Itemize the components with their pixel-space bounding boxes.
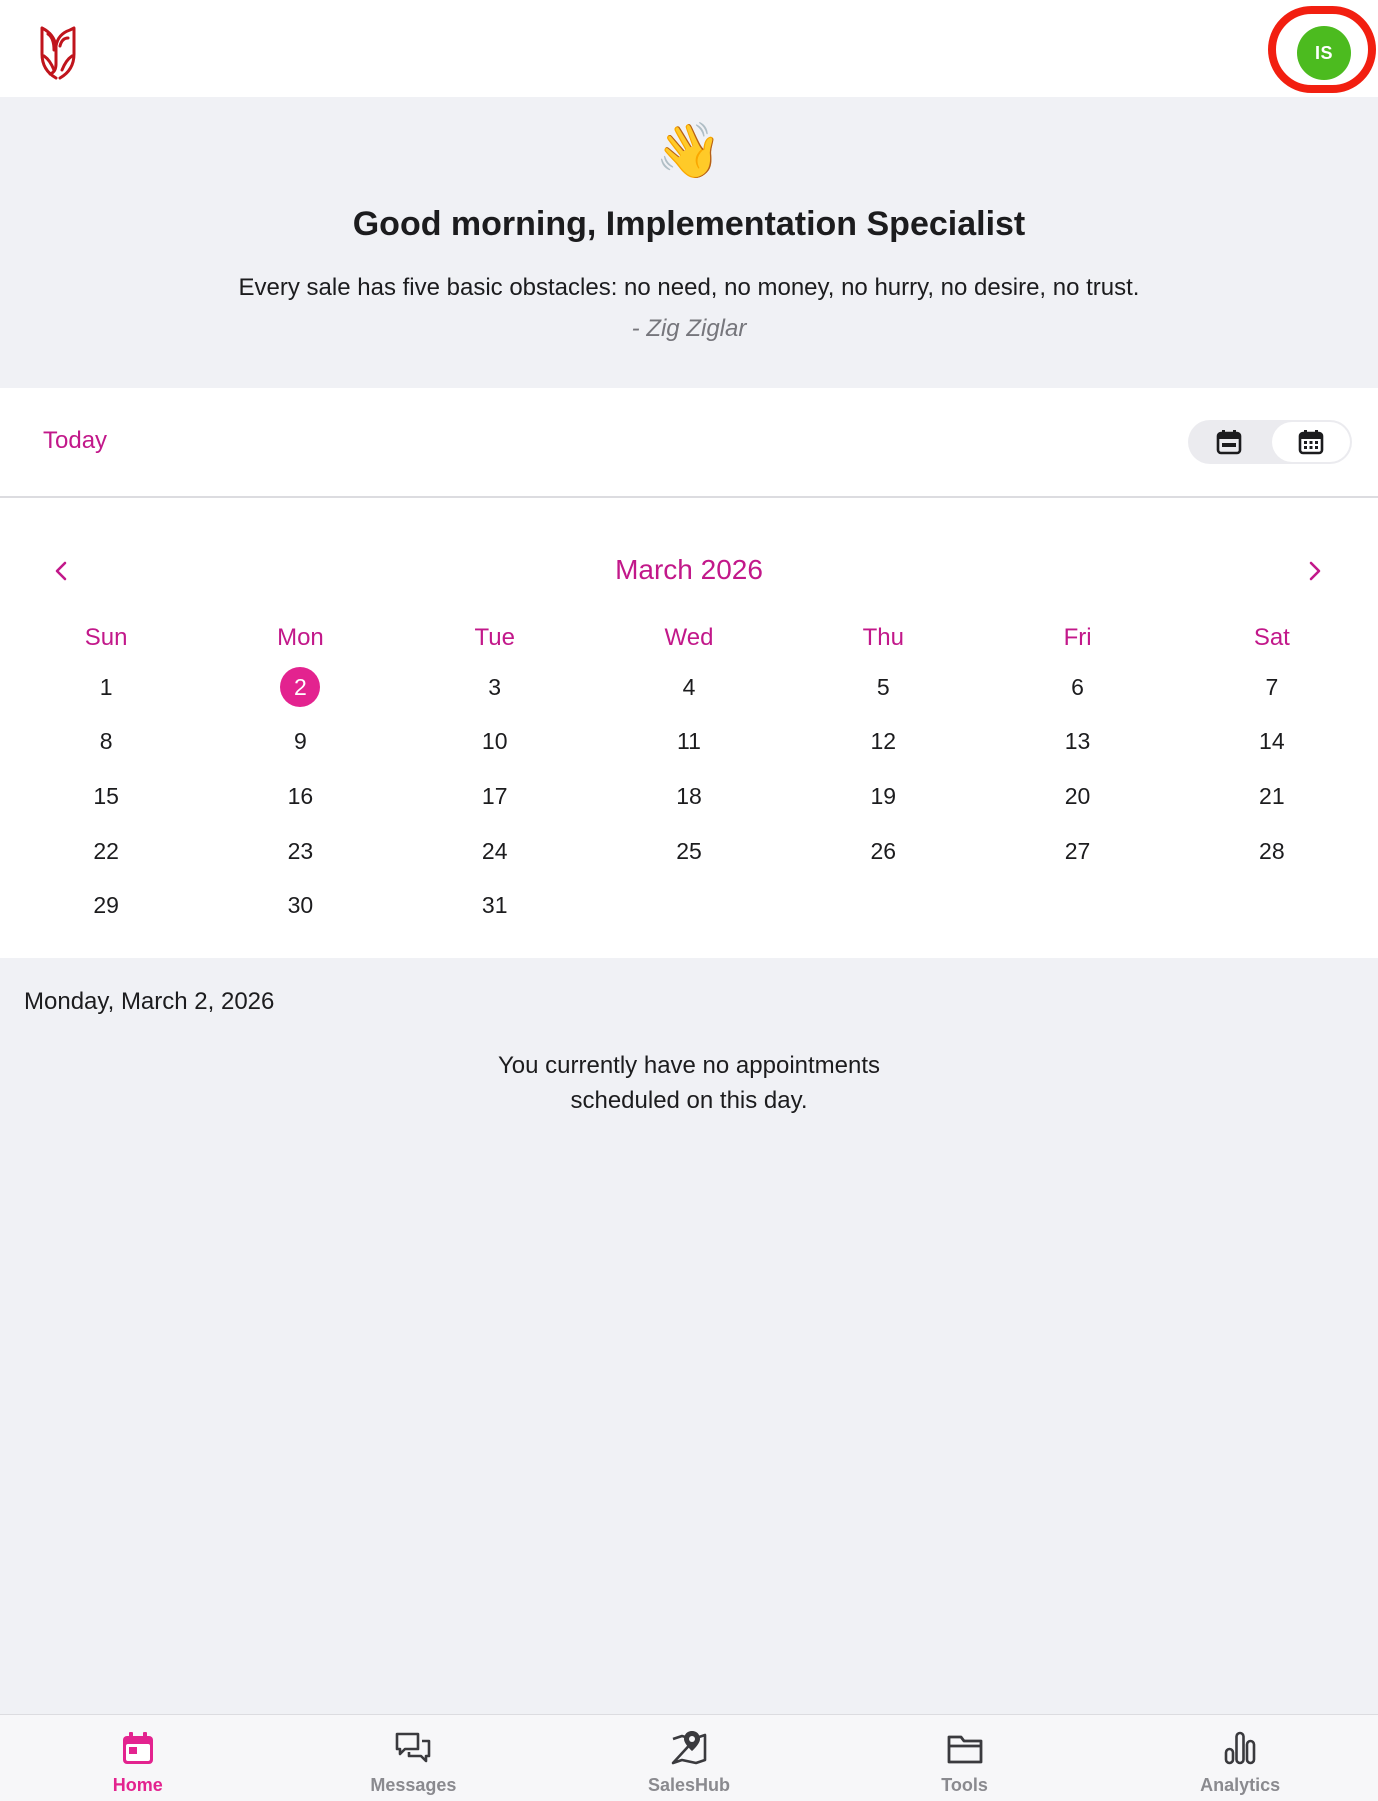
calendar-toolbar — [0, 388, 1378, 498]
month-view-icon — [1298, 429, 1324, 455]
empty-message-line: scheduled on this day. — [570, 1087, 808, 1114]
calendar-day-number: 12 — [870, 728, 897, 755]
calendar-day-selected[interactable] — [203, 660, 397, 715]
calendar-day[interactable] — [980, 769, 1174, 824]
tab-label: SalesHub — [647, 1775, 730, 1795]
calendar-day[interactable] — [9, 660, 203, 715]
greeting-title: Good morning, Implementation Specialist — [352, 205, 1026, 243]
tab-saleshub[interactable] — [551, 1715, 827, 1801]
calendar-day-number: 14 — [1259, 728, 1285, 755]
tab-label: Analytics — [1200, 1775, 1281, 1795]
month-label: March 2026 — [615, 554, 763, 585]
calendar-day-number: 30 — [287, 892, 314, 919]
calendar-day[interactable] — [980, 715, 1174, 770]
tab-analytics[interactable] — [1102, 1715, 1378, 1801]
tab-home[interactable] — [0, 1715, 276, 1801]
calendar-day[interactable] — [398, 715, 592, 770]
calendar-day-number: 8 — [99, 728, 113, 755]
calendar-day-number: 7 — [1265, 673, 1279, 700]
app-logo-icon — [36, 24, 80, 82]
top-bar — [0, 0, 1378, 97]
calendar-day[interactable] — [203, 715, 397, 770]
tab-label: Tools — [941, 1775, 988, 1795]
calendar-day-number: 23 — [287, 837, 314, 864]
calendar-day-number: 16 — [287, 782, 314, 809]
calendar-day-number: 10 — [481, 728, 508, 755]
bar-chart-icon — [1221, 1729, 1259, 1767]
calendar-day[interactable] — [203, 878, 397, 933]
no-appointments-message — [0, 1048, 1378, 1118]
day-view-icon — [1216, 429, 1242, 455]
calendar-day[interactable] — [980, 660, 1174, 715]
map-pin-icon — [670, 1729, 708, 1767]
month-calendar — [0, 498, 1378, 958]
calendar-day-number: 20 — [1064, 782, 1091, 809]
calendar-day-number: 18 — [676, 782, 702, 809]
weekday-label: Thu — [862, 624, 904, 651]
calendar-day-number: 11 — [677, 728, 701, 755]
folder-icon — [946, 1729, 984, 1767]
calendar-day-number: 6 — [1071, 673, 1084, 700]
calendar-day-number: 24 — [481, 837, 508, 864]
calendar-day[interactable] — [786, 769, 980, 824]
calendar-day[interactable] — [592, 660, 786, 715]
calendar-day-number: 1 — [99, 673, 113, 700]
calendar-day-number: 29 — [93, 892, 119, 919]
user-avatar-button[interactable]: IS — [1297, 26, 1351, 80]
weekday-label: Tue — [474, 624, 515, 651]
day-view-button[interactable] — [1190, 422, 1268, 462]
calendar-day[interactable] — [398, 824, 592, 879]
calendar-day[interactable] — [786, 715, 980, 770]
calendar-day-number: 31 — [481, 892, 508, 919]
calendar-day[interactable] — [9, 878, 203, 933]
tab-messages[interactable] — [276, 1715, 552, 1801]
calendar-day-number: 9 — [294, 728, 307, 755]
calendar-day-number: 17 — [481, 782, 508, 809]
calendar-day-number: 28 — [1259, 837, 1285, 864]
tab-label: Home — [112, 1775, 163, 1795]
calendar-day[interactable] — [9, 824, 203, 879]
calendar-day[interactable] — [592, 824, 786, 879]
today-button[interactable]: Today — [43, 427, 108, 454]
weekday-label: Sun — [84, 624, 128, 651]
chevron-right-icon[interactable] — [1300, 556, 1330, 586]
calendar-day[interactable] — [592, 769, 786, 824]
selected-date-heading: Monday, March 2, 2026 — [24, 988, 275, 1015]
greeting-section — [0, 97, 1378, 388]
calendar-grid — [9, 616, 1369, 933]
calendar-day[interactable] — [203, 769, 397, 824]
calendar-day-number: 19 — [870, 782, 897, 809]
calendar-day[interactable] — [398, 878, 592, 933]
calendar-day-number: 3 — [488, 673, 502, 700]
calendar-day[interactable] — [203, 824, 397, 879]
calendar-day-number: 5 — [876, 673, 890, 700]
calendar-day[interactable] — [1175, 660, 1369, 715]
quote-author: - Zig Ziglar — [631, 315, 747, 342]
calendar-day[interactable] — [786, 824, 980, 879]
bottom-tab-bar — [0, 1714, 1378, 1801]
calendar-day-number: 4 — [682, 673, 696, 700]
tab-label: Messages — [370, 1775, 457, 1795]
quote-text: Every sale has five basic obstacles: no need, no money, no hurry, no desire, no trust. — [238, 274, 1140, 301]
calendar-day-number: 25 — [676, 837, 702, 864]
empty-message-line: You currently have no appointments — [497, 1052, 881, 1079]
calendar-day-number: 15 — [93, 782, 119, 809]
calendar-day[interactable] — [1175, 824, 1369, 879]
calendar-day-number: 27 — [1064, 837, 1091, 864]
calendar-day-number: 21 — [1259, 782, 1285, 809]
calendar-day-number: 26 — [870, 837, 897, 864]
calendar-day[interactable] — [9, 715, 203, 770]
calendar-day[interactable] — [398, 660, 592, 715]
chat-bubbles-icon — [394, 1729, 432, 1767]
weekday-label: Wed — [664, 624, 714, 651]
view-toggle — [1188, 420, 1352, 464]
calendar-day[interactable] — [592, 715, 786, 770]
weekday-label: Sat — [1253, 624, 1290, 651]
calendar-day[interactable] — [786, 660, 980, 715]
waving-hand-icon: 👋 — [655, 121, 723, 181]
month-view-button[interactable] — [1272, 422, 1350, 462]
calendar-icon — [119, 1729, 157, 1767]
calendar-day[interactable] — [398, 769, 592, 824]
calendar-day-number: 22 — [93, 837, 119, 864]
tab-tools[interactable] — [827, 1715, 1103, 1801]
calendar-day[interactable] — [1175, 715, 1369, 770]
weekday-label: Fri — [1063, 624, 1092, 651]
calendar-day-number: 2 — [280, 667, 320, 707]
weekday-label: Mon — [277, 624, 324, 651]
calendar-day-number: 13 — [1064, 728, 1091, 755]
calendar-day[interactable] — [980, 824, 1174, 879]
calendar-day[interactable] — [9, 769, 203, 824]
calendar-day[interactable] — [1175, 769, 1369, 824]
